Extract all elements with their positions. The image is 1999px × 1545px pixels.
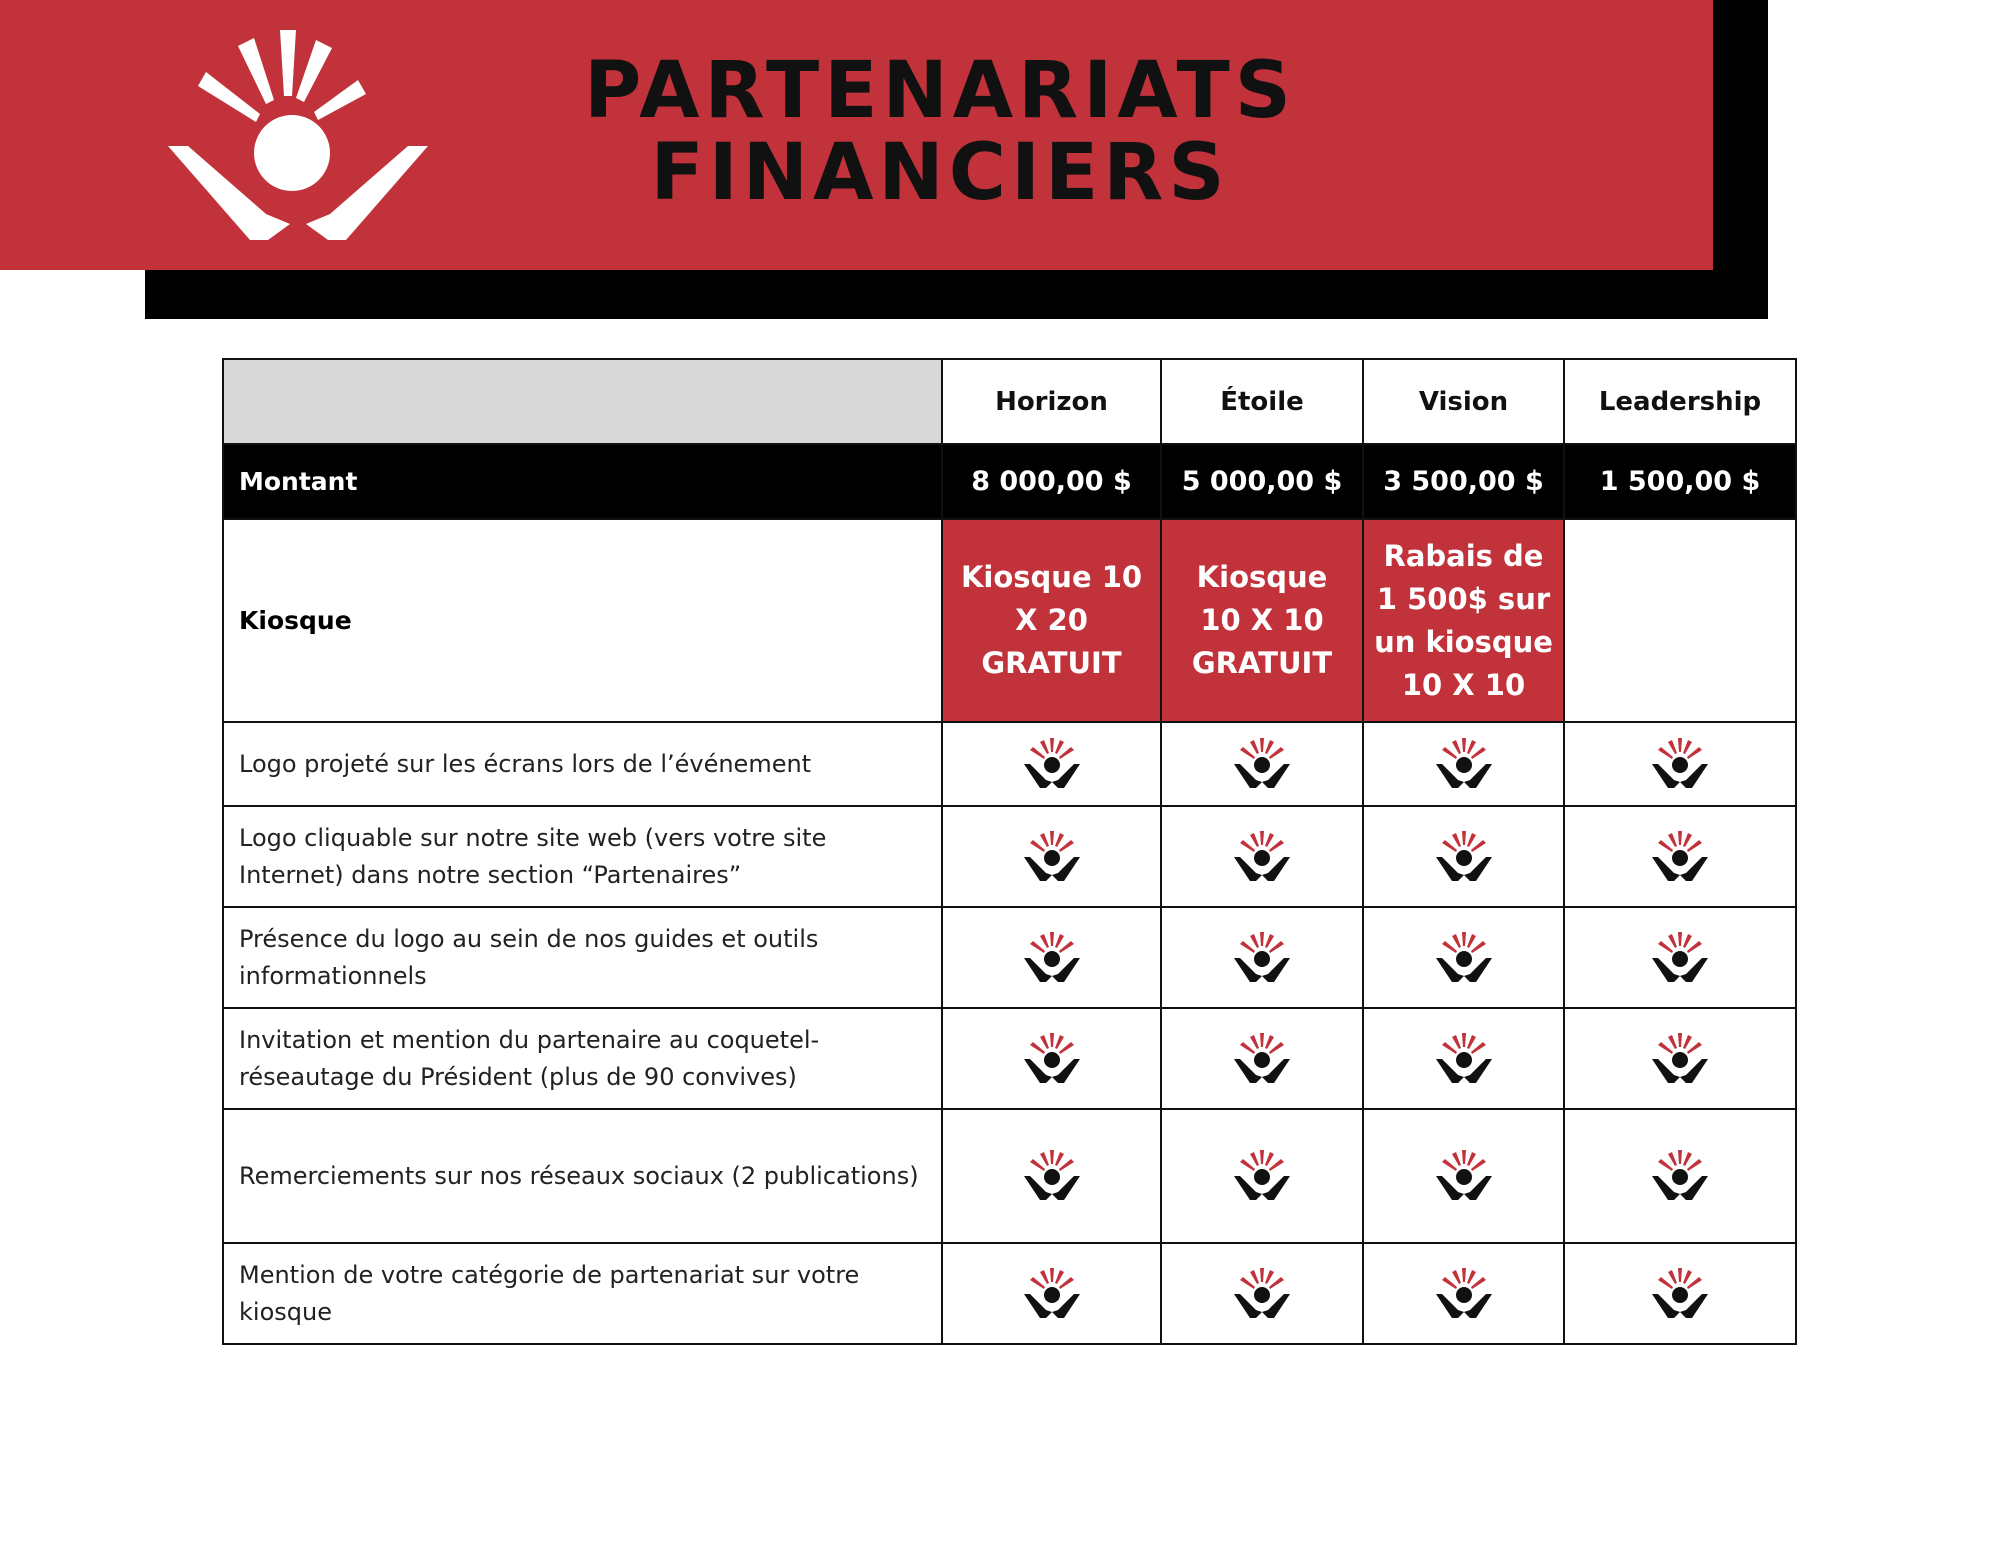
feature-row bbox=[223, 1109, 1796, 1243]
included-mark-cell bbox=[942, 907, 1161, 1008]
sunrise-logo-icon bbox=[168, 28, 428, 240]
included-mark-cell bbox=[1161, 1243, 1363, 1344]
included-mark-cell bbox=[1564, 907, 1796, 1008]
included-mark-cell bbox=[1363, 806, 1564, 907]
sunrise-check-icon bbox=[1232, 1033, 1292, 1085]
tier-leadership: Leadership bbox=[1564, 359, 1796, 444]
tier-header-row bbox=[223, 359, 1796, 444]
kiosk-horizon: Kiosque 10 X 20 GRATUIT bbox=[942, 519, 1161, 722]
sunrise-check-icon bbox=[1434, 1268, 1494, 1320]
kiosk-row bbox=[223, 519, 1796, 722]
sunrise-check-icon bbox=[1232, 1150, 1292, 1202]
included-mark-cell bbox=[942, 1243, 1161, 1344]
page-title-line-2: FINANCIERS bbox=[650, 128, 1230, 218]
included-mark-cell bbox=[1161, 1008, 1363, 1109]
included-mark-cell bbox=[1161, 722, 1363, 806]
included-mark-cell bbox=[942, 1008, 1161, 1109]
included-mark-cell bbox=[1363, 1109, 1564, 1243]
amount-vision: 3 500,00 $ bbox=[1363, 444, 1564, 519]
kiosk-leadership bbox=[1564, 519, 1796, 722]
sunrise-check-icon bbox=[1434, 831, 1494, 883]
feature-label: Mention de votre catégorie de partenariat sur votre kiosque bbox=[223, 1243, 942, 1344]
feature-row bbox=[223, 1008, 1796, 1109]
page-title bbox=[560, 46, 1320, 218]
included-mark-cell bbox=[1564, 1243, 1796, 1344]
sunrise-check-icon bbox=[1232, 831, 1292, 883]
included-mark-cell bbox=[1161, 907, 1363, 1008]
feature-label: Logo cliquable sur notre site web (vers votre site Internet) dans notre section “Partenaires” bbox=[223, 806, 942, 907]
included-mark-cell bbox=[1564, 1008, 1796, 1109]
kiosk-vision: Rabais de 1 500$ sur un kiosque 10 X 10 bbox=[1363, 519, 1564, 722]
included-mark-cell bbox=[942, 1109, 1161, 1243]
feature-label: Remerciements sur nos réseaux sociaux (2 publications) bbox=[223, 1109, 942, 1243]
sunrise-check-icon bbox=[1434, 932, 1494, 984]
included-mark-cell bbox=[1564, 806, 1796, 907]
sunrise-check-icon bbox=[1650, 738, 1710, 790]
sunrise-check-icon bbox=[1434, 738, 1494, 790]
sunrise-check-icon bbox=[1650, 1268, 1710, 1320]
included-mark-cell bbox=[1564, 1109, 1796, 1243]
amount-label: Montant bbox=[223, 444, 942, 519]
sunrise-check-icon bbox=[1650, 1033, 1710, 1085]
sunrise-check-icon bbox=[1650, 831, 1710, 883]
sunrise-check-icon bbox=[1650, 932, 1710, 984]
sunrise-check-icon bbox=[1232, 932, 1292, 984]
sunrise-check-icon bbox=[1022, 1033, 1082, 1085]
included-mark-cell bbox=[1161, 1109, 1363, 1243]
sunrise-check-icon bbox=[1650, 1150, 1710, 1202]
feature-label: Présence du logo au sein de nos guides et outils informationnels bbox=[223, 907, 942, 1008]
tier-vision: Vision bbox=[1363, 359, 1564, 444]
sunrise-check-icon bbox=[1022, 932, 1082, 984]
amount-leadership: 1 500,00 $ bbox=[1564, 444, 1796, 519]
included-mark-cell bbox=[1161, 806, 1363, 907]
included-mark-cell bbox=[1363, 1008, 1564, 1109]
sunrise-check-icon bbox=[1232, 738, 1292, 790]
sunrise-check-icon bbox=[1022, 1268, 1082, 1320]
feature-row bbox=[223, 907, 1796, 1008]
feature-row bbox=[223, 722, 1796, 806]
amount-etoile: 5 000,00 $ bbox=[1161, 444, 1363, 519]
included-mark-cell bbox=[1363, 1243, 1564, 1344]
sunrise-check-icon bbox=[1022, 1150, 1082, 1202]
sunrise-check-icon bbox=[1022, 831, 1082, 883]
amount-horizon: 8 000,00 $ bbox=[942, 444, 1161, 519]
included-mark-cell bbox=[1363, 907, 1564, 1008]
sunrise-check-icon bbox=[1232, 1268, 1292, 1320]
feature-row bbox=[223, 806, 1796, 907]
tier-horizon: Horizon bbox=[942, 359, 1161, 444]
included-mark-cell bbox=[1564, 722, 1796, 806]
sunrise-check-icon bbox=[1022, 738, 1082, 790]
feature-label: Invitation et mention du partenaire au coquetel-réseautage du Président (plus de 90 convives) bbox=[223, 1008, 942, 1109]
kiosk-etoile: Kiosque 10 X 10 GRATUIT bbox=[1161, 519, 1363, 722]
feature-row bbox=[223, 1243, 1796, 1344]
sunrise-check-icon bbox=[1434, 1150, 1494, 1202]
partnership-table bbox=[222, 358, 1797, 1345]
tier-etoile: Étoile bbox=[1161, 359, 1363, 444]
header-blank-cell bbox=[223, 359, 942, 444]
kiosk-label: Kiosque bbox=[223, 519, 942, 722]
sunrise-check-icon bbox=[1434, 1033, 1494, 1085]
page-title-line-1: PARTENARIATS bbox=[584, 46, 1296, 136]
amount-row bbox=[223, 444, 1796, 519]
included-mark-cell bbox=[1363, 722, 1564, 806]
feature-label: Logo projeté sur les écrans lors de l’événement bbox=[223, 722, 942, 806]
included-mark-cell bbox=[942, 806, 1161, 907]
included-mark-cell bbox=[942, 722, 1161, 806]
